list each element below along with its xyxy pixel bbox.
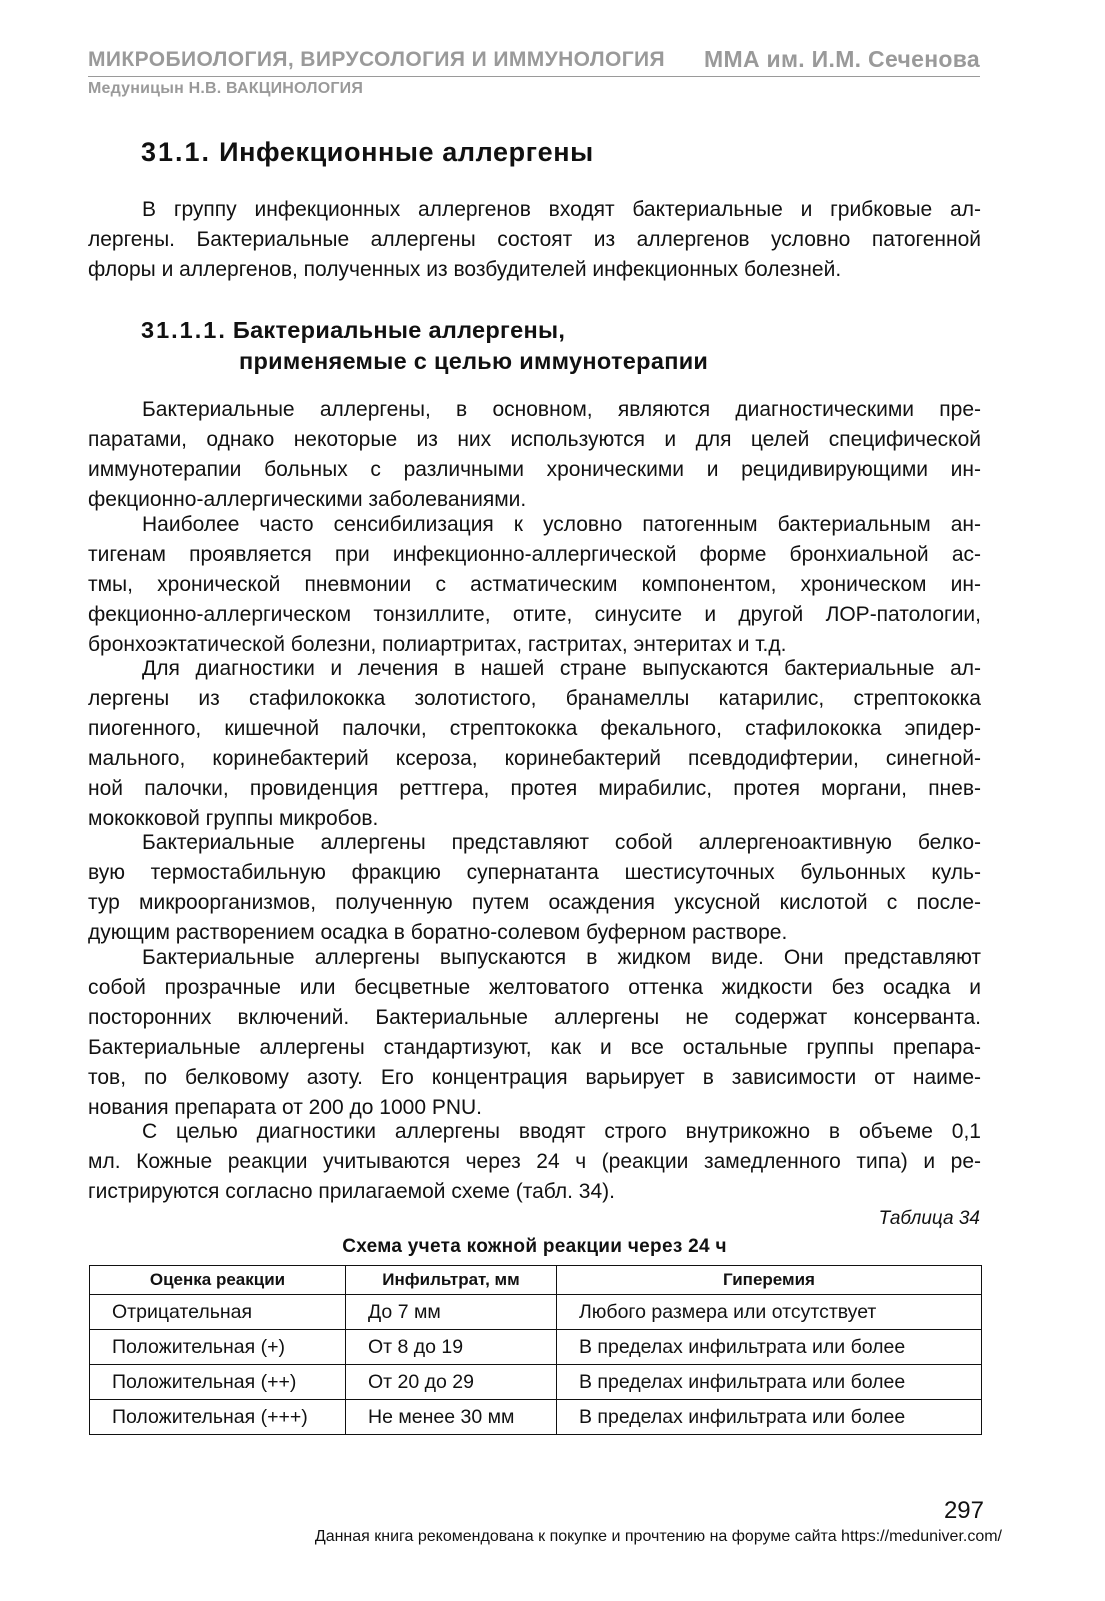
text-line: тов, по белковому азоту. Его концентрация варьирует в зависимости от наиме- — [88, 1066, 981, 1089]
body-paragraph-5 — [88, 943, 981, 1123]
subsection-title-line1: Бактериальные аллергены, — [232, 317, 566, 343]
table-cell: От 8 до 19 — [346, 1330, 557, 1365]
text-line: Наиболее часто сенсибилизация к условно патогенным бактериальным ан- — [142, 513, 981, 536]
column-header: Инфильтрат, мм — [346, 1266, 557, 1295]
section-heading — [141, 137, 594, 168]
text-line: мококковой группы микробов. — [88, 807, 379, 830]
text-line: иммунотерапии больных с различными хроническими и рецидивирующими ин- — [88, 458, 981, 481]
table-caption: Таблица 34 — [878, 1208, 980, 1229]
reaction-table — [89, 1265, 982, 1435]
table-row — [90, 1295, 982, 1330]
table-cell: В пределах инфильтрата или более — [557, 1365, 982, 1400]
text-line: мального, коринебактерий ксероза, коринебактерий псевдодифтерии, синегной- — [88, 747, 981, 770]
text-line: паратами, однако некоторые из них используются и для целей специфической — [88, 428, 981, 451]
body-paragraph-4 — [88, 828, 981, 948]
table-cell: В пределах инфильтрата или более — [557, 1400, 982, 1435]
table-cell: Положительная (++) — [90, 1365, 346, 1400]
text-line: бронхоэктатической болезни, полиартритах, гастритах, энтеритах и т.д. — [88, 633, 787, 656]
table-row — [90, 1330, 982, 1365]
text-line: Бактериальные аллергены представляют собой аллергеноактивную белко- — [142, 831, 981, 854]
subsection-number: 31.1.1. — [141, 317, 227, 343]
table-cell: Положительная (+++) — [90, 1400, 346, 1435]
section-number: 31.1. — [141, 137, 212, 167]
text-line: фекционно-аллергическими заболеваниями. — [88, 488, 527, 511]
header-author-title: Медуницын Н.В. ВАКЦИНОЛОГИЯ — [88, 80, 364, 97]
table-cell: Положительная (+) — [90, 1330, 346, 1365]
body-paragraph-6 — [88, 1117, 981, 1207]
header-book-title: МИКРОБИОЛОГИЯ, ВИРУСОЛОГИЯ И ИММУНОЛОГИЯ — [88, 48, 666, 71]
text-line: дующим растворением осадка в боратно-солевом буферном растворе. — [88, 921, 788, 944]
section-intro — [88, 195, 981, 285]
body-paragraph-3 — [88, 654, 981, 834]
body-paragraph-2 — [88, 510, 981, 660]
text-line: тур микроорганизмов, полученную путем осаждения уксусной кислотой с после- — [88, 891, 981, 914]
text-line: ной палочки, провиденция реттгера, протея мирабилис, протея моргани, пнев- — [88, 777, 981, 800]
text-line: гистрируются согласно прилагаемой схеме (табл. 34). — [88, 1180, 615, 1203]
text-line: фекционно-аллергическом тонзиллите, отите, синусите и другой ЛОР-патологии, — [88, 603, 981, 626]
text-line: вую термостабильную фракцию супернатанта шестисуточных бульонных куль- — [88, 861, 981, 884]
text-line: Бактериальные аллергены стандартизуют, как и все остальные группы препара- — [88, 1036, 981, 1059]
subsection-heading — [141, 315, 708, 377]
text-line: флоры и аллергенов, полученных из возбудителей инфекционных болезней. — [88, 258, 842, 281]
section-title: Инфекционные аллергены — [219, 137, 594, 167]
subsection-title-line2: применяемые с целью иммунотерапии — [239, 348, 709, 374]
text-line: нования препарата от 200 до 1000 PNU. — [88, 1096, 483, 1119]
table-row — [90, 1400, 982, 1435]
text-line: лергены из стафилококка золотистого, бранамеллы катарилис, стрептококка — [88, 687, 981, 710]
column-header: Оценка реакции — [90, 1266, 346, 1295]
table-cell: В пределах инфильтрата или более — [557, 1330, 982, 1365]
text-line: С целью диагностики аллергены вводят строго внутрикожно в объеме 0,1 — [142, 1120, 981, 1143]
table-cell: До 7 мм — [346, 1295, 557, 1330]
footer-text: Данная книга рекомендована к покупке и прочтению на форуме сайта https://meduniver.com/ — [314, 1528, 1002, 1545]
text-line: тигенам проявляется при инфекционно-аллергической форме бронхиальной ас- — [88, 543, 981, 566]
text-line: лергены. Бактериальные аллергены состоят из аллергенов условно патогенной — [88, 228, 981, 251]
footer — [0, 1528, 1105, 1546]
page-number: 297 — [943, 1497, 984, 1524]
text-line: пиогенного, кишечной палочки, стрептококка фекального, стафилококка эпидер- — [88, 717, 981, 740]
table-row — [90, 1365, 982, 1400]
header-publisher: ММА им. И.М. Сеченова — [704, 46, 980, 72]
text-line: Бактериальные аллергены, в основном, являются диагностическими пре- — [142, 398, 981, 421]
table-header-row — [90, 1266, 982, 1295]
table-cell: Любого размера или отсутствует — [557, 1295, 982, 1330]
column-header: Гиперемия — [557, 1266, 982, 1295]
text-line: посторонних включений. Бактериальные аллергены не содержат консерванта. — [88, 1006, 981, 1029]
text-line: мл. Кожные реакции учитываются через 24 ч (реакции замедленного типа) и ре- — [88, 1150, 981, 1173]
table-cell: От 20 до 29 — [346, 1365, 557, 1400]
text-line: В группу инфекционных аллергенов входят бактериальные и грибковые ал- — [142, 198, 981, 221]
table-title: Схема учета кожной реакции через 24 ч — [342, 1236, 727, 1257]
text-line: Для диагностики и лечения в нашей стране выпускаются бактериальные ал- — [142, 657, 981, 680]
body-paragraph-1 — [88, 395, 981, 515]
text-line: тмы, хронической пневмонии с астматическим компонентом, хроническом ин- — [88, 573, 981, 596]
text-line: собой прозрачные или бесцветные желтоватого оттенка жидкости без осадка и — [88, 976, 981, 999]
table-cell: Отрицательная — [90, 1295, 346, 1330]
table-cell: Не менее 30 мм — [346, 1400, 557, 1435]
running-header — [88, 46, 980, 77]
text-line: Бактериальные аллергены выпускаются в жидком виде. Они представляют — [142, 946, 981, 969]
